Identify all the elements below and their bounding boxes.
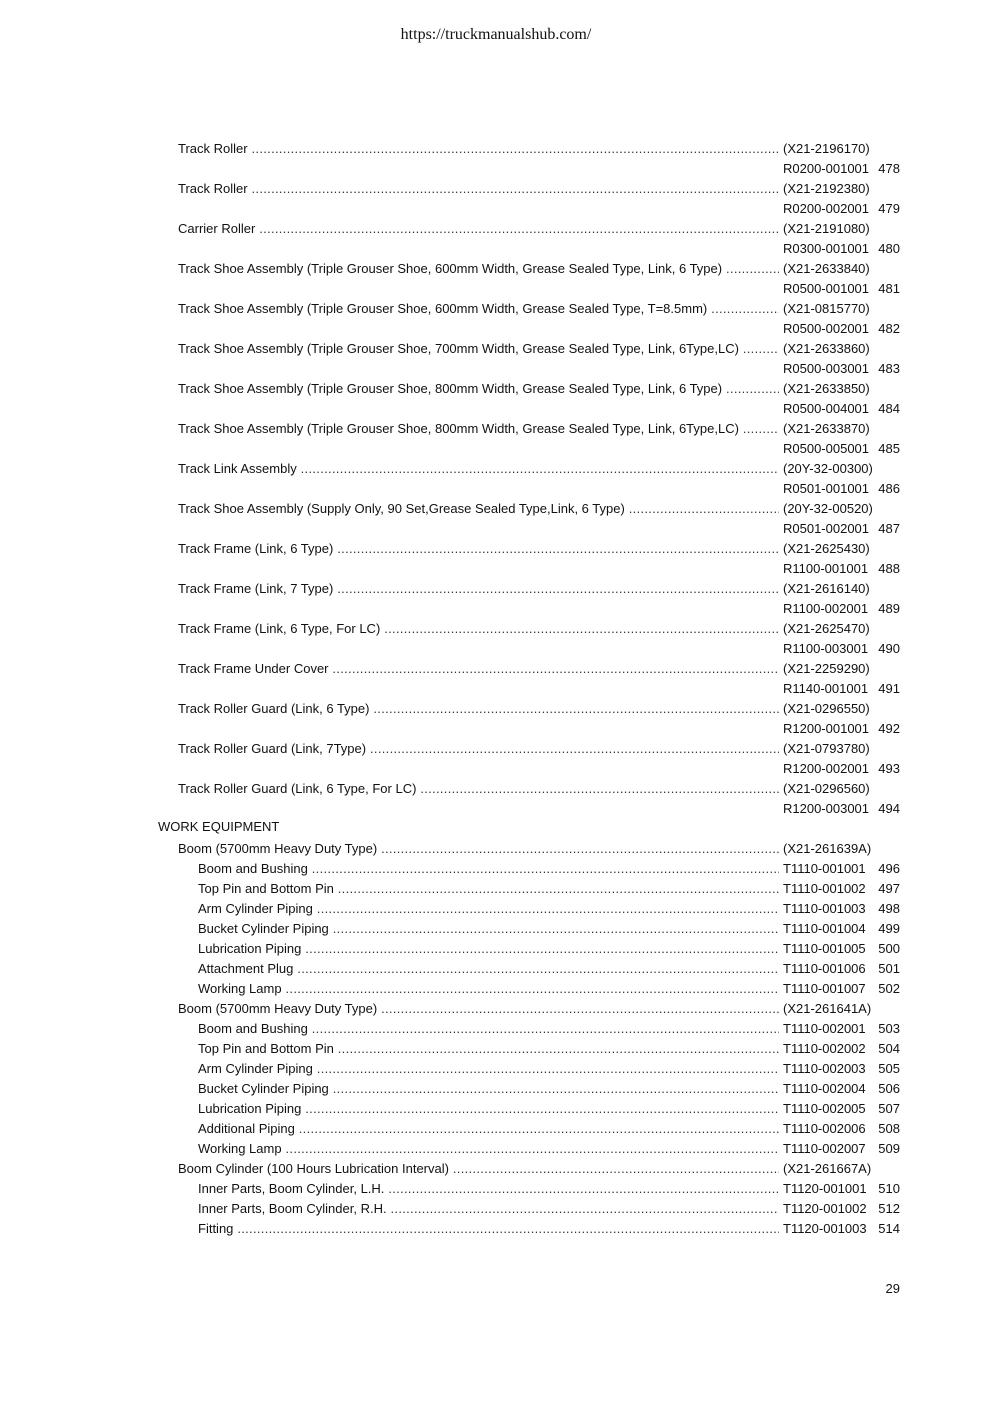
toc-entry-row — [0, 419, 992, 439]
toc-page-number: 510 — [878, 1181, 900, 1196]
toc-page-number: 494 — [878, 801, 900, 816]
toc-entry-row — [0, 379, 992, 399]
toc-page-number: 480 — [878, 241, 900, 256]
toc-reference-row — [0, 359, 992, 379]
toc-entry-row — [0, 1039, 992, 1059]
toc-entry-title: Boom (5700mm Heavy Duty Type) ..... — [178, 999, 779, 1019]
toc-entry-title: Boom (5700mm Heavy Duty Type) ..... — [178, 839, 779, 859]
toc-entry-title: Track Link Assembly ..... — [178, 459, 779, 479]
toc-entry-row — [0, 659, 992, 679]
toc-entry-title: Track Shoe Assembly (Triple Grouser Shoe, 800mm Width, Grease Sealed Type, Link, 6 Type) ..... — [178, 379, 779, 399]
toc-part-code: (X21-0296550) — [783, 701, 870, 716]
toc-part-code: T1110-002005 — [783, 1101, 866, 1116]
toc-reference-row — [0, 719, 992, 739]
toc-part-code: T1110-002002 — [783, 1041, 866, 1056]
toc-part-code: (X21-2192380) — [783, 181, 870, 196]
toc-entry-title: Lubrication Piping ..... — [198, 1099, 779, 1119]
toc-entry-title: Boom and Bushing ..... — [198, 1019, 779, 1039]
toc-reference-row — [0, 759, 992, 779]
toc-reference-row — [0, 639, 992, 659]
toc-page-number: 497 — [878, 881, 900, 896]
toc-part-code: R0500-002001 — [783, 321, 870, 336]
toc-entry-title: Track Roller Guard (Link, 6 Type, For LC) ..... — [178, 779, 779, 799]
toc-reference-row — [0, 399, 992, 419]
toc-part-code: (X21-0815770) — [783, 301, 870, 316]
toc-entry-title: Bucket Cylinder Piping ..... — [198, 919, 779, 939]
toc-part-code: (X21-2625470) — [783, 621, 870, 636]
toc-entry-row — [0, 499, 992, 519]
toc-part-code: T1110-002006 — [783, 1121, 866, 1136]
toc-page-number: 485 — [878, 441, 900, 456]
toc-part-code: R0501-001001 — [783, 481, 870, 496]
toc-entry-title: Track Frame (Link, 6 Type, For LC) ..... — [178, 619, 779, 639]
toc-part-code: R1200-003001 — [783, 801, 870, 816]
toc-entry-title: Working Lamp ..... — [198, 1139, 779, 1159]
toc-part-code: T1110-001006 — [783, 961, 866, 976]
toc-part-code: R1200-002001 — [783, 761, 870, 776]
toc-reference-row — [0, 799, 992, 819]
toc-part-code: R1140-001001 — [783, 681, 869, 696]
toc-part-code: T1120-001001 — [783, 1181, 867, 1196]
toc-reference-row — [0, 279, 992, 299]
toc-entry-title: Inner Parts, Boom Cylinder, R.H. ..... — [198, 1199, 779, 1219]
toc-page-number: 487 — [878, 521, 900, 536]
toc-entry-title: Track Shoe Assembly (Supply Only, 90 Set,Grease Sealed Type,Link, 6 Type) ..... — [178, 499, 779, 519]
toc-page-number: 482 — [878, 321, 900, 336]
toc-part-code: (X21-2259290) — [783, 661, 870, 676]
toc-entry-row — [0, 139, 992, 159]
toc-part-code: T1110-001004 — [783, 921, 866, 936]
toc-entry-row — [0, 919, 992, 939]
toc-entry-title: Bucket Cylinder Piping ..... — [198, 1079, 779, 1099]
toc-part-code: R0500-001001 — [783, 281, 870, 296]
toc-reference-row — [0, 559, 992, 579]
toc-page-number: 491 — [878, 681, 900, 696]
page-number: 29 — [885, 1281, 900, 1296]
toc-part-code: T1110-001005 — [783, 941, 866, 956]
toc-page-number: 483 — [878, 361, 900, 376]
toc-entry-title: Additional Piping ..... — [198, 1119, 779, 1139]
toc-entry-title: Boom and Bushing ..... — [198, 859, 779, 879]
toc-entry-title: Track Roller Guard (Link, 7Type) ..... — [178, 739, 779, 759]
toc-entry-row — [0, 539, 992, 559]
toc-page-number: 506 — [878, 1081, 900, 1096]
toc-part-code: (X21-2616140) — [783, 581, 870, 596]
toc-entry-title: Inner Parts, Boom Cylinder, L.H. ..... — [198, 1179, 779, 1199]
toc-entry-row — [0, 1219, 992, 1239]
toc-part-code: (20Y-32-00300) — [783, 461, 873, 476]
toc-page-number: 509 — [878, 1141, 900, 1156]
toc-part-code: (X21-0296560) — [783, 781, 870, 796]
toc-part-code: R0500-004001 — [783, 401, 870, 416]
toc-entry-row — [0, 1179, 992, 1199]
toc-entry-title: Fitting ..... — [198, 1219, 779, 1239]
toc-part-code: T1110-001003 — [783, 901, 866, 916]
toc-entry-title: Track Frame (Link, 6 Type) ..... — [178, 539, 779, 559]
toc-entry-title: Top Pin and Bottom Pin ..... — [198, 879, 779, 899]
toc-entry-row — [0, 1199, 992, 1219]
toc-part-code: (X21-261641A) — [783, 1001, 872, 1016]
toc-part-code: R0500-003001 — [783, 361, 870, 376]
toc-page-number: 514 — [878, 1221, 900, 1236]
toc-part-code: T1110-001001 — [783, 861, 866, 876]
toc-entry-row — [0, 879, 992, 899]
toc-part-code: R0200-002001 — [783, 201, 870, 216]
toc-entry-title: Track Shoe Assembly (Triple Grouser Shoe, 700mm Width, Grease Sealed Type, Link, 6Type,LC) ..... — [178, 339, 779, 359]
toc-part-code: (X21-0793780) — [783, 741, 870, 756]
toc-page-number: 488 — [878, 561, 900, 576]
toc-part-code: T1110-002003 — [783, 1061, 866, 1076]
toc-entry-row — [0, 179, 992, 199]
toc-page-number: 505 — [878, 1061, 900, 1076]
toc-page-number: 507 — [878, 1101, 900, 1116]
toc-part-code: R0200-001001 — [783, 161, 870, 176]
toc-part-code: R1100-002001 — [783, 601, 869, 616]
toc-reference-row — [0, 159, 992, 179]
toc-entry-row — [0, 339, 992, 359]
toc-page-number: 490 — [878, 641, 900, 656]
toc-entry-row — [0, 839, 992, 859]
toc-part-code: R0501-002001 — [783, 521, 870, 536]
toc-part-code: T1110-001002 — [783, 881, 866, 896]
toc-page-number: 503 — [878, 1021, 900, 1036]
toc-part-code: T1120-001003 — [783, 1221, 867, 1236]
toc-part-code: (X21-2633840) — [783, 261, 870, 276]
toc-entry-title: Top Pin and Bottom Pin ..... — [198, 1039, 779, 1059]
toc-part-code: T1110-002007 — [783, 1141, 866, 1156]
header-url: https://truckmanualshub.com/ — [400, 26, 592, 43]
toc-part-code: (X21-261667A) — [783, 1161, 872, 1176]
toc-entry-row — [0, 899, 992, 919]
toc-part-code: (X21-2196170) — [783, 141, 870, 156]
toc-entry-title: Attachment Plug ..... — [198, 959, 779, 979]
section-heading: WORK EQUIPMENT — [158, 819, 280, 834]
toc-entry-title: Arm Cylinder Piping ..... — [198, 899, 779, 919]
toc-reference-row — [0, 479, 992, 499]
toc-page-number: 479 — [878, 201, 900, 216]
toc-entry-row — [0, 999, 992, 1019]
toc-entry-title: Track Frame (Link, 7 Type) ..... — [178, 579, 779, 599]
toc-part-code: (X21-2191080) — [783, 221, 870, 236]
toc-page-number: 493 — [878, 761, 900, 776]
toc-page-number: 508 — [878, 1121, 900, 1136]
toc-entry-row — [0, 1159, 992, 1179]
toc-part-code: R1200-001001 — [783, 721, 870, 736]
toc-part-code: T1110-002001 — [783, 1021, 866, 1036]
toc-page-number: 504 — [878, 1041, 900, 1056]
toc-entry-row — [0, 979, 992, 999]
toc-entry-title: Track Shoe Assembly (Triple Grouser Shoe, 600mm Width, Grease Sealed Type, T=8.5mm) ..... — [178, 299, 779, 319]
toc-entry-row — [0, 699, 992, 719]
toc-entry-title: Track Roller ..... — [178, 179, 779, 199]
toc-page-number: 484 — [878, 401, 900, 416]
toc-page-number: 512 — [878, 1201, 900, 1216]
toc-page-number: 499 — [878, 921, 900, 936]
toc-entry-title: Track Frame Under Cover ..... — [178, 659, 779, 679]
toc-page-number: 489 — [878, 601, 900, 616]
toc-entry-title: Track Roller ..... — [178, 139, 779, 159]
toc-entry-title: Lubrication Piping ..... — [198, 939, 779, 959]
toc-page-number: 502 — [878, 981, 900, 996]
toc-part-code: R1100-001001 — [783, 561, 869, 576]
toc-entry-title: Track Roller Guard (Link, 6 Type) ..... — [178, 699, 779, 719]
toc-page-number: 498 — [878, 901, 900, 916]
toc-entry-title: Boom Cylinder (100 Hours Lubrication Interval) ..... — [178, 1159, 779, 1179]
toc-reference-row — [0, 199, 992, 219]
toc-entry-row — [0, 1119, 992, 1139]
toc-page-number: 478 — [878, 161, 900, 176]
toc-part-code: (20Y-32-00520) — [783, 501, 873, 516]
toc-entry-row — [0, 259, 992, 279]
toc-page-number: 500 — [878, 941, 900, 956]
toc-page-number: 501 — [878, 961, 900, 976]
toc-entry-row — [0, 579, 992, 599]
toc-page-number: 492 — [878, 721, 900, 736]
toc-reference-row — [0, 239, 992, 259]
toc-entry-row — [0, 219, 992, 239]
toc-entry-row — [0, 1079, 992, 1099]
toc-entry-title: Carrier Roller ..... — [178, 219, 779, 239]
toc-entry-title: Track Shoe Assembly (Triple Grouser Shoe, 800mm Width, Grease Sealed Type, Link, 6Type,LC) ..... — [178, 419, 779, 439]
toc-part-code: T1120-001002 — [783, 1201, 867, 1216]
toc-part-code: R0500-005001 — [783, 441, 870, 456]
toc-page-number: 486 — [878, 481, 900, 496]
toc-entry-row — [0, 959, 992, 979]
toc-entry-row — [0, 1099, 992, 1119]
toc-entry-title: Working Lamp ..... — [198, 979, 779, 999]
toc-reference-row — [0, 599, 992, 619]
toc-reference-row — [0, 519, 992, 539]
toc-part-code: (X21-2633850) — [783, 381, 870, 396]
toc-entry-row — [0, 459, 992, 479]
toc-reference-row — [0, 439, 992, 459]
toc-entry-row — [0, 939, 992, 959]
toc-entry-row — [0, 1019, 992, 1039]
toc-part-code: (X21-261639A) — [783, 841, 872, 856]
toc-page-number: 496 — [878, 861, 900, 876]
toc-entry-row — [0, 739, 992, 759]
toc-part-code: (X21-2625430) — [783, 541, 870, 556]
toc-part-code: T1110-001007 — [783, 981, 866, 996]
toc-entry-row — [0, 619, 992, 639]
toc-entry-row — [0, 779, 992, 799]
toc-entry-row — [0, 859, 992, 879]
toc-part-code: R0300-001001 — [783, 241, 870, 256]
toc-part-code: (X21-2633870) — [783, 421, 870, 436]
toc-entry-row — [0, 1139, 992, 1159]
toc-reference-row — [0, 319, 992, 339]
toc-entry-title: Track Shoe Assembly (Triple Grouser Shoe, 600mm Width, Grease Sealed Type, Link, 6 Type) ..... — [178, 259, 779, 279]
toc-page-number: 481 — [878, 281, 900, 296]
toc-entry-title: Arm Cylinder Piping ..... — [198, 1059, 779, 1079]
toc-part-code: T1110-002004 — [783, 1081, 866, 1096]
toc-reference-row — [0, 679, 992, 699]
toc-entry-row — [0, 1059, 992, 1079]
toc-entry-row — [0, 299, 992, 319]
toc-part-code: (X21-2633860) — [783, 341, 870, 356]
toc-part-code: R1100-003001 — [783, 641, 869, 656]
